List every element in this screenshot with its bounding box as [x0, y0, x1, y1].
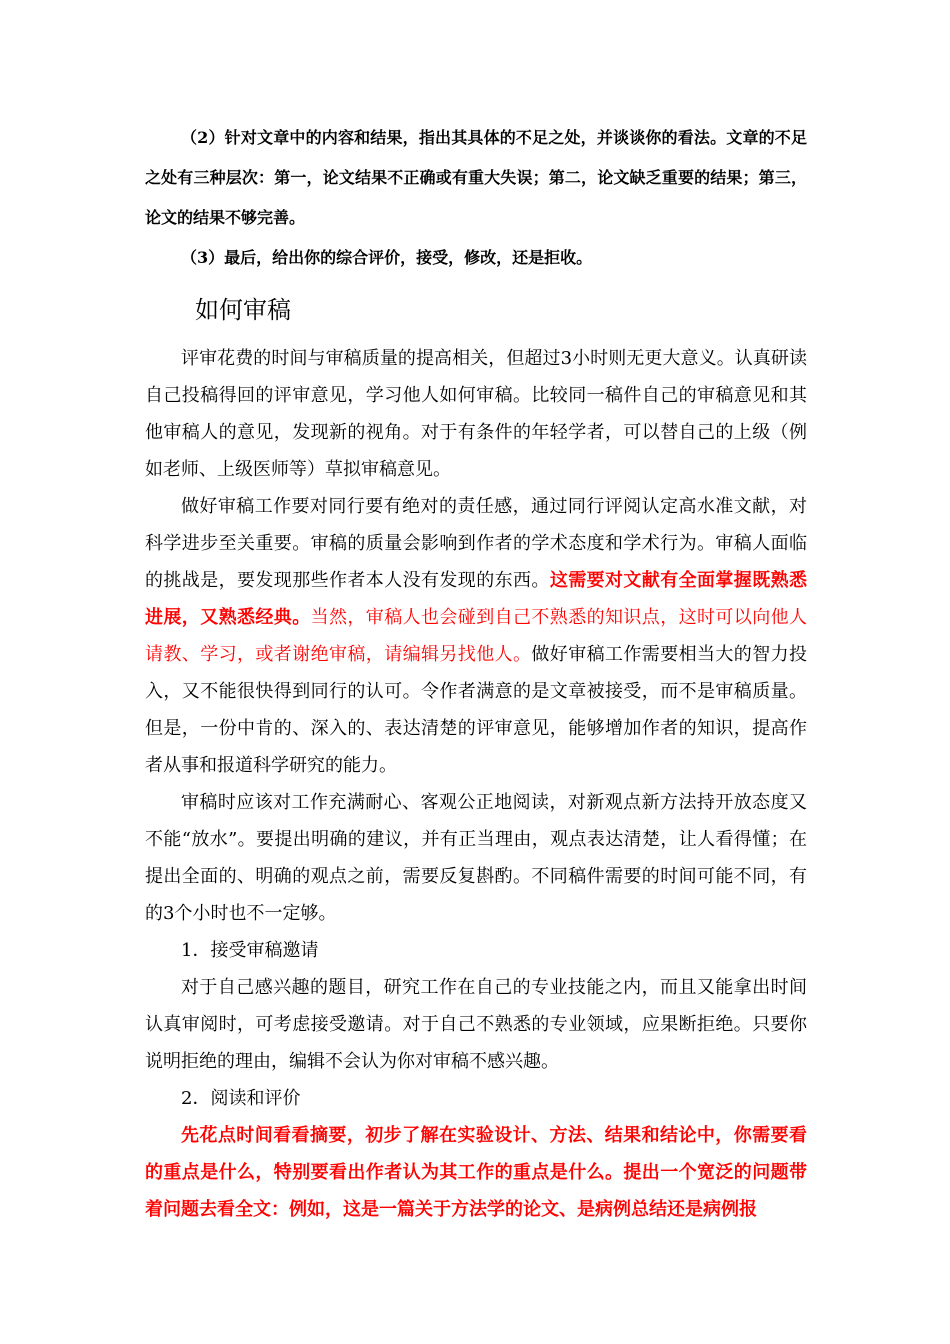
paragraph-responsibility: [145, 488, 807, 784]
paragraph-read-evaluate: 先花点时间看看摘要，初步了解在实验设计、方法、结果和结论中，你需要看的重点是什么，特别要看出作者认为其工作的重点是什么。提出一个宽泛的问题带着问题去看全文：例如，这是一篇关于方法学的论文、是病例总结还是病例报: [145, 1125, 807, 1220]
paragraph-attitude: 审稿时应该对工作充满耐心、客观公正地阅读，对新观点新方法持开放态度又不能“放水”。要提出明确的建议，并有正当理由，观点表达清楚，让人看得懂；在提出全面的、明确的观点之前，需要反复斟酌。不同稿件需要的时间可能不同，有的3个小时也不一定够。: [145, 792, 807, 924]
subheading-accept-invitation: 1．接受审稿邀请: [181, 940, 319, 961]
emphasis-literature: 这需要对文献有全面掌握既熟悉进展，又熟悉经典。: [145, 570, 808, 628]
paragraph-review-time: 评审花费的时间与审稿质量的提高相关，但超过3小时则无更大意义。认真研读自己投稿得回的评审意见，学习他人如何审稿。比较同一稿件自己的审稿意见和其他审稿人的意见，发现新的视角。对于有条件的年轻学者，可以替自己的上级（例如老师、上级医师等）草拟审稿意见。: [145, 348, 807, 480]
responsibility-text-end: 做好审稿工作需要相当大的智力投入，又不能很快得到同行的认可。令作者满意的是文章被接受，而不是审稿质量。但是，一份中肯的、深入的、表达清楚的评审意见，能够增加作者的知识，提高作者从事和报道科学研究的能力。: [145, 644, 808, 776]
subheading-read-evaluate: 2．阅读和评价: [181, 1088, 301, 1109]
page-content: [145, 118, 807, 1228]
responsibility-text: 做好审稿工作要对同行要有绝对的责任感，通过同行评阅认定高水准文献，对科学进步至关重要。审稿的质量会影响到作者的学术态度和学术行为。审稿人面临的挑战是，要发现那些作者本人没有发现的东西。: [145, 496, 807, 591]
criteria-item-2: （2）针对文章中的内容和结果，指出其具体的不足之处，并谈谈你的看法。文章的不足之处有三种层次：第一，论文结果不正确或有重大失误；第二，论文缺乏重要的结果；第三，论文的结果不够完善。: [145, 128, 807, 227]
section-heading: 如何审稿: [195, 296, 291, 324]
paragraph-accept-invitation: 对于自己感兴趣的题目，研究工作在自己的专业技能之内，而且又能拿出时间认真审阅时，可考虑接受邀请。对于自己不熟悉的专业领域，应果断拒绝。只要你说明拒绝的理由，编辑不会认为你对审稿不感兴趣。: [145, 977, 807, 1072]
emphasis-unfamiliar: 当然，审稿人也会碰到自己不熟悉的知识点，这时可以向他人请教、学习，或者谢绝审稿，请编辑另找他人。: [145, 607, 808, 665]
criteria-item-3: （3）最后，给出你的综合评价，接受，修改，还是拒收。: [181, 248, 593, 267]
